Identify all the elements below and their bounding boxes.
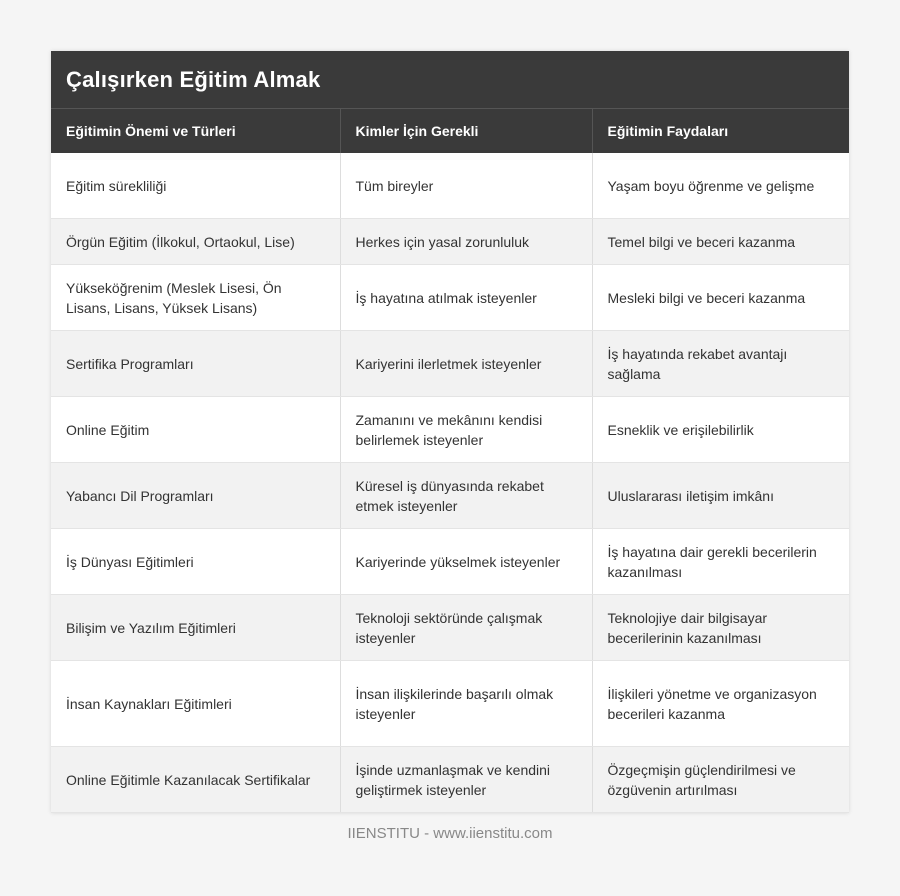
table-row xyxy=(51,219,849,265)
table-row xyxy=(51,265,849,331)
table-cell: Esneklik ve erişilebilirlik xyxy=(592,397,849,463)
table-cell: Eğitim sürekliliği xyxy=(51,153,340,219)
table-cell: Mesleki bilgi ve beceri kazanma xyxy=(592,265,849,331)
table-cell: Kariyerinde yükselmek isteyenler xyxy=(340,529,592,595)
table-cell: Online Eğitim xyxy=(51,397,340,463)
table-cell: Sertifika Programları xyxy=(51,331,340,397)
table-cell: Temel bilgi ve beceri kazanma xyxy=(592,219,849,265)
footer-credit: IIENSTITU - www.iienstitu.com xyxy=(347,825,553,842)
table-row xyxy=(51,529,849,595)
column-header-audience: Kimler İçin Gerekli xyxy=(340,109,592,153)
table-cell: Yabancı Dil Programları xyxy=(51,463,340,529)
table-row xyxy=(51,747,849,813)
table-cell: İş hayatına dair gerekli becerilerin kazanılması xyxy=(592,529,849,595)
table-cell: Uluslararası iletişim imkânı xyxy=(592,463,849,529)
table-cell: Örgün Eğitim (İlkokul, Ortaokul, Lise) xyxy=(51,219,340,265)
table-cell: Tüm bireyler xyxy=(340,153,592,219)
table-cell: Teknoloji sektöründe çalışmak isteyenler xyxy=(340,595,592,661)
table-cell: İş hayatında rekabet avantajı sağlama xyxy=(592,331,849,397)
table-cell: İşinde uzmanlaşmak ve kendini geliştirmek isteyenler xyxy=(340,747,592,813)
table-row xyxy=(51,661,849,747)
table-row xyxy=(51,153,849,219)
title-bar xyxy=(51,51,849,109)
table-cell: Yaşam boyu öğrenme ve gelişme xyxy=(592,153,849,219)
table-cell: Zamanını ve mekânını kendisi belirlemek isteyenler xyxy=(340,397,592,463)
table-row xyxy=(51,397,849,463)
table-row xyxy=(51,331,849,397)
header-row xyxy=(51,109,849,153)
column-header-benefits: Eğitimin Faydaları xyxy=(592,109,849,153)
table-cell: Bilişim ve Yazılım Eğitimleri xyxy=(51,595,340,661)
table-cell: İnsan ilişkilerinde başarılı olmak isteyenler xyxy=(340,661,592,747)
table-cell: Özgeçmişin güçlendirilmesi ve özgüvenin artırılması xyxy=(592,747,849,813)
table-row xyxy=(51,595,849,661)
table-cell: Küresel iş dünyasında rekabet etmek isteyenler xyxy=(340,463,592,529)
table-cell: İlişkileri yönetme ve organizasyon becerileri kazanma xyxy=(592,661,849,747)
table-cell: Yükseköğrenim (Meslek Lisesi, Ön Lisans, Lisans, Yüksek Lisans) xyxy=(51,265,340,331)
table-cell: Online Eğitimle Kazanılacak Sertifikalar xyxy=(51,747,340,813)
table-cell: İnsan Kaynakları Eğitimleri xyxy=(51,661,340,747)
column-header-types: Eğitimin Önemi ve Türleri xyxy=(51,109,340,153)
table-cell: Kariyerini ilerletmek isteyenler xyxy=(340,331,592,397)
table-cell: İş Dünyası Eğitimleri xyxy=(51,529,340,595)
education-table xyxy=(51,109,849,813)
table-cell: İş hayatına atılmak isteyenler xyxy=(340,265,592,331)
page-title: Çalışırken Eğitim Almak xyxy=(66,66,321,92)
table-cell: Herkes için yasal zorunluluk xyxy=(340,219,592,265)
table-row xyxy=(51,463,849,529)
table-cell: Teknolojiye dair bilgisayar becerilerinin kazanılması xyxy=(592,595,849,661)
table-card xyxy=(51,51,849,813)
